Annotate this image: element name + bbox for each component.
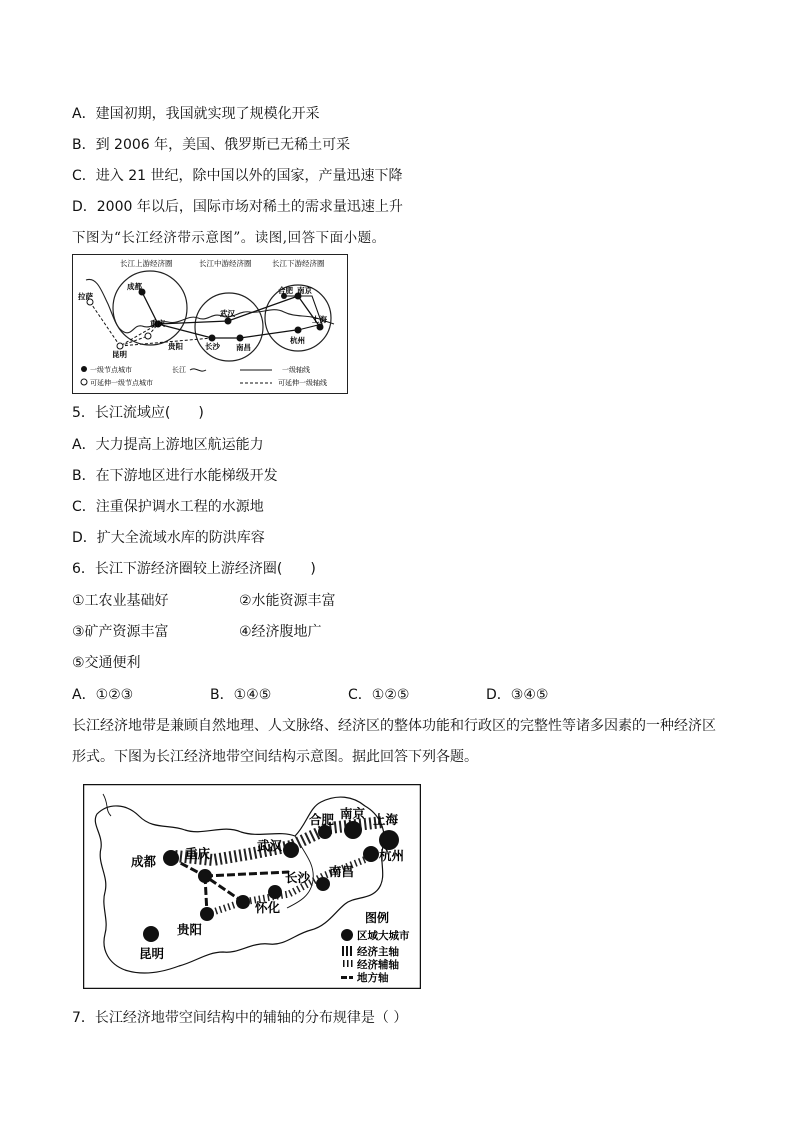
legend-main-axis: 经济主轴 [357, 946, 399, 958]
q5-option-c: C．注重保护调水工程的水源地 [72, 499, 264, 515]
yangtze-spatial-structure-map [83, 784, 421, 989]
q6-item-1: ①工农业基础好 [72, 593, 169, 609]
q4-option-b: B．到 2006 年，美国、俄罗斯已无稀土可采 [72, 137, 351, 153]
q6-option-c: C．①②⑤ [348, 687, 410, 703]
legend-aux-axis-symbol [343, 960, 353, 967]
legend-extendable-node: 可延伸一级节点城市 [90, 379, 153, 387]
city-chengdu: 成都 [127, 282, 142, 291]
q5-option-d: D．扩大全流域水库的防洪库容 [72, 530, 265, 546]
legend-title: 图例 [365, 911, 390, 925]
q5-option-b: B．在下游地区进行水能梯级开发 [72, 468, 278, 484]
city-kunming: 昆明 [112, 350, 127, 359]
city-hangzhou: 杭州 [379, 848, 405, 863]
q6-stem: 6．长江下游经济圈较上游经济圈( ) [72, 561, 316, 577]
yangtze-economic-belt-map [72, 254, 348, 394]
q5-option-a: A．大力提高上游地区航运能力 [72, 437, 264, 453]
q5-stem: 5．长江流域应( ) [72, 405, 204, 421]
city-guiyang: 贵阳 [177, 922, 203, 937]
city-huaihua: 怀化 [255, 900, 281, 915]
city-kunming: 昆明 [139, 946, 165, 961]
legend-major-city: 区域大城市 [357, 930, 410, 942]
city-chongqing: 重庆 [185, 846, 211, 861]
city-nanjing: 南京 [297, 286, 312, 295]
city-guiyang: 贵阳 [168, 342, 183, 351]
map2-intro: 长江经济地带是兼顾自然地理、人文脉络、经济区的整体功能和行政区的完整性等诸多因素的一种经济区形式。下图为长江经济地带空间结构示意图。据此回答下列各题。 [72, 718, 716, 765]
legend-local-axis-symbol [341, 976, 353, 979]
city-hangzhou: 杭州 [290, 336, 305, 345]
q6-option-d: D．③④⑤ [486, 687, 549, 703]
legend-aux-axis: 经济辅轴 [357, 959, 399, 971]
q6-item-5: ⑤交通便利 [72, 655, 141, 671]
legend-main-axis-symbol [342, 946, 352, 956]
q6-item-2: ②水能资源丰富 [239, 593, 336, 609]
q4-option-c: C．进入 21 世纪，除中国以外的国家，产量迅速下降 [72, 168, 403, 184]
q4-option-d: D．2000 年以后，国际市场对稀土的需求量迅速上升 [72, 199, 403, 215]
legend-primary-axis: 一级轴线 [282, 366, 310, 374]
q6-option-b: B．①④⑤ [210, 687, 272, 703]
city-chengdu: 成都 [131, 854, 157, 869]
city-nanchang: 南昌 [236, 343, 251, 352]
city-wuhan: 武汉 [257, 838, 283, 853]
city-changsha: 长沙 [285, 870, 311, 885]
map1-intro: 下图为“长江经济带示意图”。读图,回答下面小题。 [72, 230, 386, 246]
upper-circle-label: 长江上游经济圈 [120, 259, 173, 268]
city-changsha: 长沙 [205, 342, 220, 351]
city-wuhan: 武汉 [220, 309, 235, 318]
q6-item-4: ④经济腹地广 [239, 624, 322, 640]
middle-circle-label: 长江中游经济圈 [199, 259, 252, 268]
legend-river: 长江 [172, 366, 186, 374]
legend-extendable-axis: 可延伸一级轴线 [278, 379, 327, 387]
city-chongqing: 重庆 [150, 319, 165, 328]
q6-item-3: ③矿产资源丰富 [72, 624, 169, 640]
city-nanchang: 南昌 [329, 864, 355, 879]
q4-option-a: A．建国初期，我国就实现了规模化开采 [72, 106, 320, 122]
lower-circle-label: 长江下游经济圈 [272, 259, 325, 268]
legend-primary-node: 一级节点城市 [90, 366, 132, 374]
q7-stem: 7．长江经济地带空间结构中的辅轴的分布规律是（ ） [72, 1010, 408, 1026]
city-shanghai: 上海 [373, 812, 399, 827]
q6-option-a: A．①②③ [72, 687, 134, 703]
legend-local-axis: 地方轴 [357, 972, 389, 984]
city-nanjing: 南京 [340, 806, 366, 821]
city-lhasa: 拉萨 [78, 292, 93, 301]
city-shanghai: 上海 [312, 315, 327, 324]
city-hefei: 合肥 [309, 812, 335, 827]
city-hefei: 合肥 [278, 286, 293, 295]
